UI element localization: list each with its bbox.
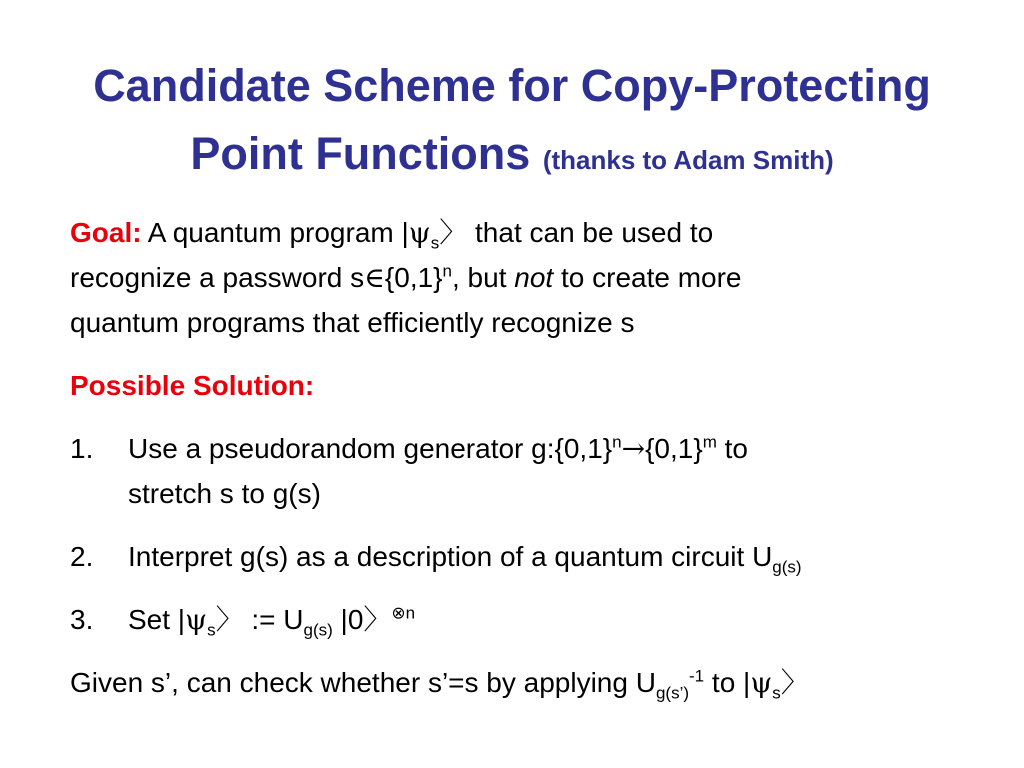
goal-text-7: quantum programs that efficiently recognize s: [70, 307, 635, 338]
goal-text-1: A quantum program |: [147, 217, 409, 248]
list-item-text: [128, 534, 802, 579]
item-1-sup-m: m: [702, 432, 717, 452]
item-2-sub: g(s): [772, 557, 802, 577]
goal-paragraph: [70, 210, 970, 345]
list-item-text: [128, 597, 415, 642]
slide-title: [0, 52, 1024, 194]
solution-label: Possible Solution:: [70, 370, 315, 401]
item-3-sub: g(s): [303, 620, 333, 640]
item-1-sup-n: n: [612, 432, 622, 452]
list-item-2: [70, 534, 970, 579]
ket-symbol: 〉: [439, 216, 468, 249]
psi-symbol: ψ: [408, 216, 431, 249]
item-1-text-b: {0,1}: [645, 433, 703, 464]
goal-not: not: [514, 262, 554, 293]
given-text-b: to |: [704, 667, 751, 698]
goal-text-5: , but: [452, 262, 515, 293]
goal-label: Goal:: [70, 217, 142, 248]
element-of-symbol: ∈: [364, 261, 385, 294]
ket-symbol: 〉: [780, 666, 809, 699]
list-number: 2.: [70, 541, 94, 572]
item-1-text-d: stretch s to g(s): [128, 478, 321, 509]
title-credit: (thanks to Adam Smith): [542, 145, 834, 175]
given-text-a: Given s’, can check whether s’=s by applying U: [70, 667, 656, 698]
arrow-icon: →: [621, 432, 646, 465]
title-line-2-text: Point Functions: [190, 128, 531, 179]
list-item-3: [70, 597, 970, 642]
goal-superscript-n: n: [442, 261, 452, 281]
tensor-power: ⊗n: [391, 603, 416, 623]
list-number: 1.: [70, 433, 94, 464]
item-3-text-a: Set |: [128, 604, 186, 635]
goal-text-3: recognize a password s: [70, 262, 365, 293]
psi-subscript: s: [207, 620, 216, 640]
item-2-text: Interpret g(s) as a description of a quantum circuit U: [128, 541, 773, 572]
goal-text-6: to create more: [553, 262, 742, 293]
goal-text-4: {0,1}: [384, 262, 443, 293]
given-paragraph: [70, 660, 970, 705]
goal-text-2: that can be used to: [467, 217, 714, 248]
item-1-text-c: to: [716, 433, 749, 464]
slide-body: [70, 210, 970, 705]
list-item-text: [128, 426, 748, 516]
ket-symbol: 〉: [363, 603, 392, 636]
given-sup: -1: [689, 666, 705, 686]
given-sub: g(s’): [655, 683, 690, 703]
psi-symbol: ψ: [750, 666, 773, 699]
psi-subscript: s: [430, 233, 440, 253]
list-item-1: [70, 426, 970, 516]
ket-symbol: 〉: [215, 603, 244, 636]
title-line-1: Candidate Scheme for Copy-Protecting: [93, 60, 931, 111]
list-number: 3.: [70, 604, 94, 635]
psi-symbol: ψ: [185, 603, 208, 636]
item-3-text-b: := U: [243, 604, 304, 635]
psi-subscript: s: [772, 683, 781, 703]
item-1-text-a: Use a pseudorandom generator g:{0,1}: [128, 433, 613, 464]
title-line-2: [0, 120, 1024, 194]
item-3-text-c: |0: [332, 604, 364, 635]
